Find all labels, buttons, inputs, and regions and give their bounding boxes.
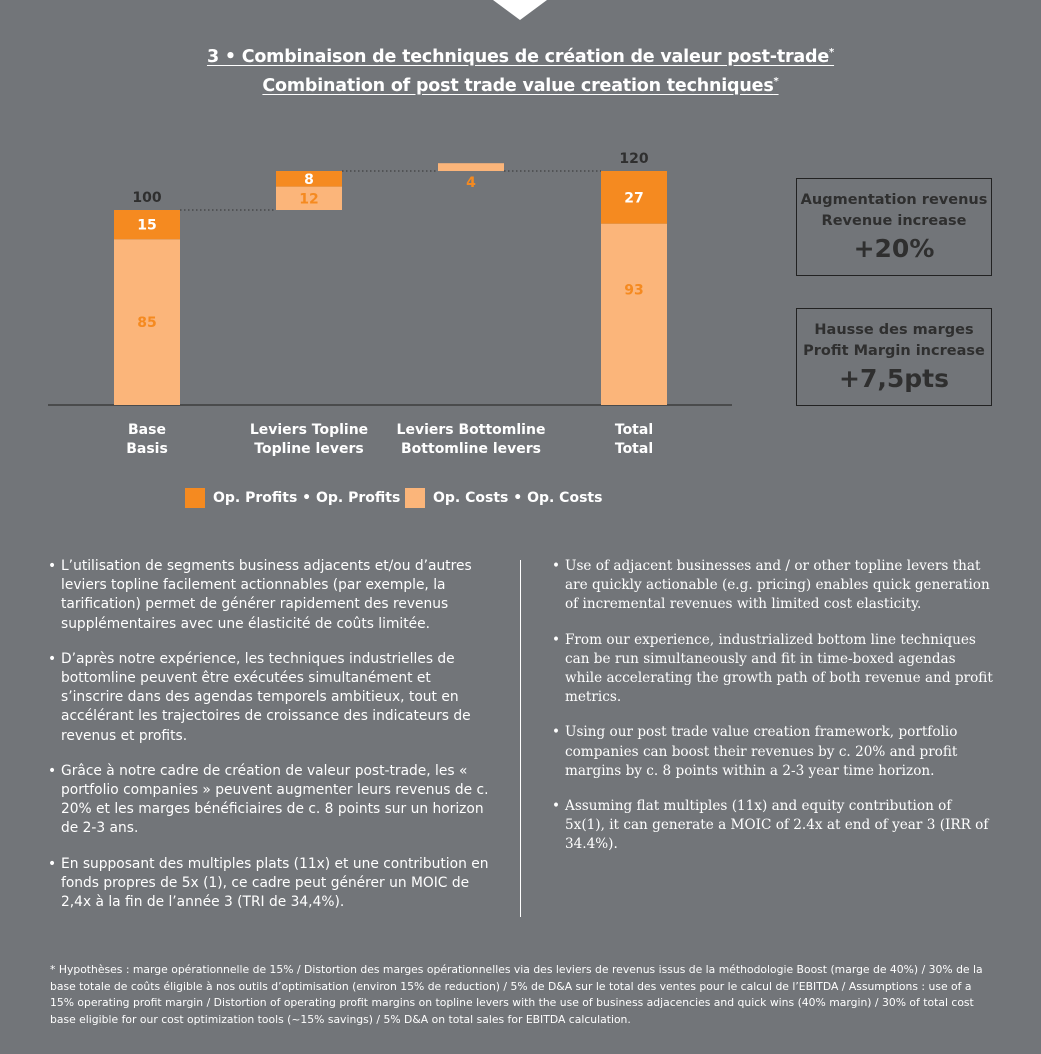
title-en [0, 76, 1041, 96]
bar-bottomline-profits [438, 163, 504, 171]
kpi-margin-box [796, 308, 992, 406]
data-label-base-costs: 85 [137, 315, 157, 332]
category-label-fr: Leviers Bottomline [396, 422, 546, 438]
bullet-fr: • En supposant des multiples plats (11x) et une contribution en fonds propres de 5x (1), ce cadre peut générer un MOIC de 2,4x à la fin de l’année 3 (TRI de 34,4%). [48, 855, 490, 913]
category-label-fr: Leviers Topline [249, 422, 369, 438]
data-label-total-profits: 27 [624, 190, 644, 207]
top-notch-triangle [493, 0, 547, 20]
title-en-mark: * [773, 76, 779, 88]
kpi-revenue-label-fr: Augmentation revenus [800, 192, 988, 208]
category-label-en: Topline levers [254, 441, 364, 457]
footnote: * Hypothèses : marge opérationnelle de 15% / Distortion des marges opérationnelles via des leviers de revenus issus de la méthodologie Boost (marge de 40%) / 30% de la base totale de coûts éligible à nos outils d’optimisation (environ 15% de reduction) / 5% de D&A sur le total des ventes pour le calcul de l’EBITDA / Assumptions : use of a 15% operating profit margin / Distortion of operating profit margins on topline levers with the use of business adjacencies and quick wins (40% margin) / 30% of total cost base eligible for our cost optimization tools (~15% savings) / 5% D&A on total sales for EBITDA calculation. [50, 963, 983, 1026]
kpi-margin-label-en: Profit Margin increase [803, 343, 985, 359]
bullet-en: • Assuming flat multiples (11x) and equity contribution of 5x(1), it can generate a MOIC of 2.4x at end of year 3 (IRR of 34.4%). [552, 797, 994, 855]
title-fr [0, 47, 1041, 67]
data-label-base-profits: 15 [137, 217, 157, 234]
data-label-bottomline-profits: 4 [466, 175, 476, 191]
category-label-fr: Total [614, 422, 654, 438]
category-label-fr: Base [128, 422, 166, 438]
kpi-revenue-box [796, 178, 992, 276]
category-label-en: Bottomline levers [401, 441, 541, 457]
bullet-en: • Use of adjacent businesses and / or other topline levers that are quickly actionable (e.g. pricing) enables quick generation of incremental revenues with limited cost elasticity. [552, 557, 994, 615]
kpi-revenue-value: +20% [853, 234, 935, 263]
column-divider [520, 560, 521, 917]
kpi-margin-label-fr: Hausse des marges [814, 322, 974, 338]
bullet-fr: • D’après notre expérience, les techniques industrielles de bottomline peuvent être exécutées simultanément et s’inscrire dans des agendas temporels ambitieux, tout en accélérant les trajectoires de croissance des indicateurs de revenus et profits. [48, 650, 490, 746]
legend-profits [185, 488, 400, 508]
bullet-en: • Using our post trade value creation framework, portfolio companies can boost their revenues by c. 20% and profit margins by c. 8 points within a 2-3 year time horizon. [552, 723, 994, 781]
bullet-en: • From our experience, industrialized bottom line techniques can be run simultaneously and fit in time-boxed agendas while accelerating the growth path of both revenue and profit metrics. [552, 631, 994, 708]
category-label-en: Total [614, 441, 654, 457]
data-label-topline-costs: 12 [299, 191, 319, 208]
legend-profits-label: Op. Profits • Op. Profits [213, 490, 401, 506]
category-label-en: Basis [126, 441, 168, 457]
kpi-margin-value: +7,5pts [839, 364, 949, 393]
data-label-total-costs: 93 [624, 282, 644, 299]
legend-profits-swatch [185, 488, 205, 508]
title-fr-text: 3 • Combinaison de techniques de création de valeur post-trade [206, 47, 830, 67]
legend-costs-label: Op. Costs • Op. Costs [433, 490, 603, 506]
legend-costs [405, 488, 602, 508]
bar-total-costs [601, 224, 667, 405]
data-label-topline-profits: 8 [304, 171, 314, 188]
bullet-fr: • L’utilisation de segments business adjacents et/ou d’autres leviers topline facilement actionnables (par exemple, la tarification) permet de générer rapidement des revenus supplémentaires avec une élasticité de coûts limitée. [48, 557, 490, 634]
title-fr-mark: * [829, 47, 835, 59]
total-label-total: 120 [619, 151, 649, 167]
title-en-text: Combination of post trade value creation techniques [262, 76, 774, 96]
waterfall-chart [0, 140, 760, 470]
total-label-base: 100 [132, 190, 162, 206]
legend-costs-swatch [405, 488, 425, 508]
bullets-fr-column [48, 557, 490, 928]
bullets-en-column [552, 557, 994, 871]
kpi-revenue-label-en: Revenue increase [821, 213, 967, 229]
bullet-fr: • Grâce à notre cadre de création de valeur post-trade, les « portfolio companies » peuvent augmenter leurs revenus de c. 20% et les marges bénéficiaires de c. 8 points sur un horizon de 2-3 ans. [48, 762, 490, 839]
